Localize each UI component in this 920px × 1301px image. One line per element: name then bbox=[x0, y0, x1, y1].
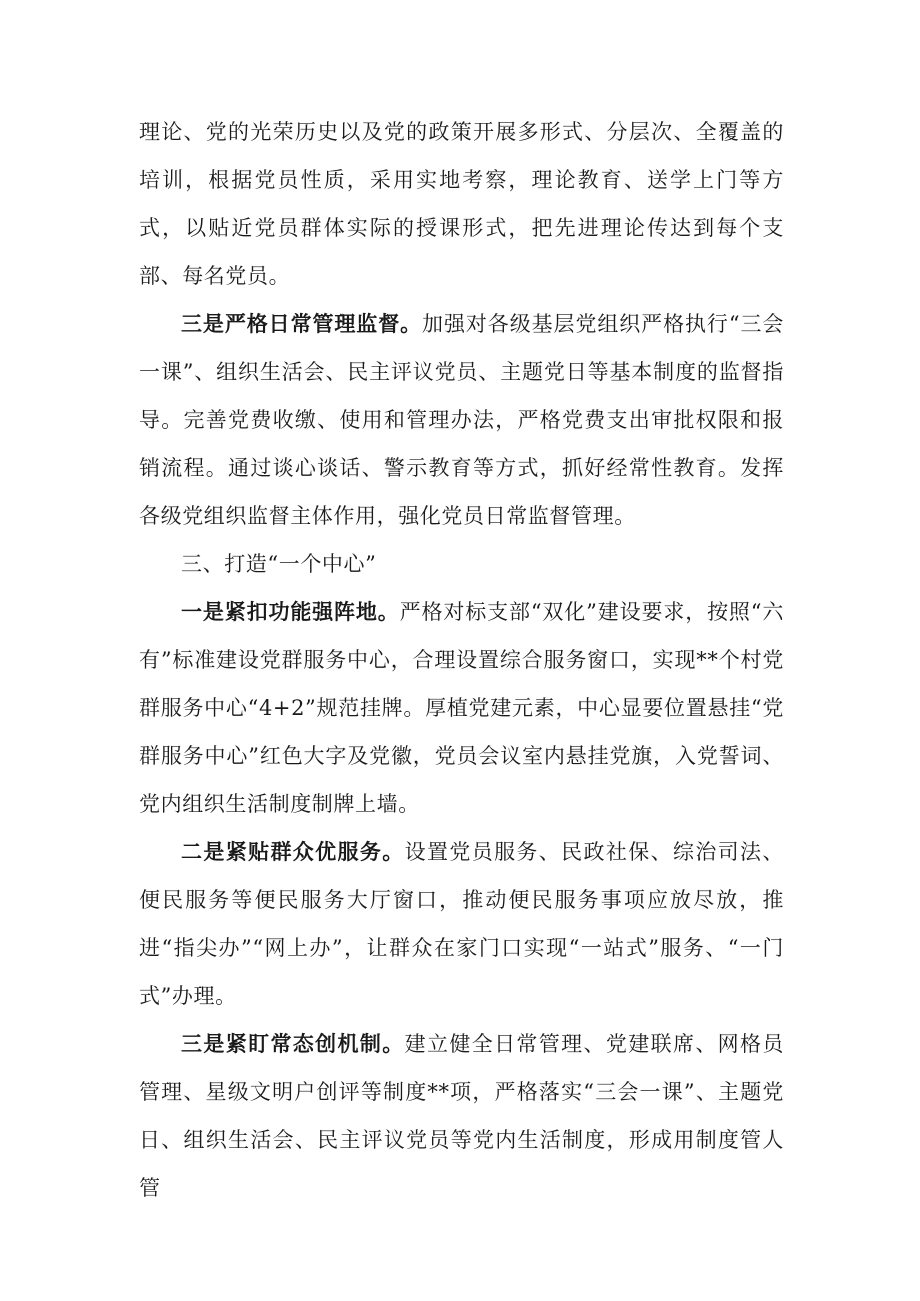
section-heading bbox=[139, 540, 784, 588]
paragraph-lead: 二是紧贴群众优服务。 bbox=[181, 840, 405, 864]
paragraph-normalized-mechanism bbox=[139, 1020, 784, 1212]
document-body bbox=[139, 108, 784, 1212]
paragraph-continued bbox=[139, 108, 784, 300]
paragraph-text: 理论、党的光荣历史以及党的政策开展多形式、分层次、全覆盖的培训，根据党员性质，采用实地考察，理论教育、送学上门等方式，以贴近党员群体实际的授课形式，把先进理论传达到每个支部、每名党员。 bbox=[139, 120, 784, 288]
section-heading-text: 三、打造“一个中心” bbox=[181, 552, 377, 576]
paragraph-lead: 一是紧扣功能强阵地。 bbox=[181, 600, 400, 624]
paragraph-management-supervision bbox=[139, 300, 784, 540]
paragraph-lead: 三是紧盯常态创机制。 bbox=[181, 1032, 405, 1056]
paragraph-text: 设置党员服务、民政社保、综治司法、便民服务等便民服务大厅窗口，推动便民服务事项应放尽放，推进“指尖办”“网上办”，让群众在家门口实现“一站式”服务、“一门式”办理。 bbox=[139, 840, 785, 1008]
paragraph-function-position bbox=[139, 588, 784, 828]
paragraph-text: 建立健全日常管理、党建联席、网格员管理、星级文明户创评等制度**项，严格落实“三会一课”、主题党日、组织生活会、民主评议党员等党内生活制度，形成用制度管人管 bbox=[139, 1032, 785, 1200]
paragraph-mass-service bbox=[139, 828, 784, 1020]
paragraph-lead: 三是严格日常管理监督。 bbox=[181, 312, 423, 336]
paragraph-text: 加强对各级基层党组织严格执行“三会一课”、组织生活会、民主评议党员、主题党日等基本制度的监督指导。完善党费收缴、使用和管理办法，严格党费支出审批权限和报销流程。通过谈心谈话、警示教育等方式，抓好经常性教育。发挥各级党组织监督主体作用，强化党员日常监督管理。 bbox=[139, 312, 784, 528]
paragraph-text: 严格对标支部“双化”建设要求，按照“六有”标准建设党群服务中心，合理设置综合服务窗口，实现**个村党群服务中心“4+2”规范挂牌。厚植党建元素，中心显要位置悬挂“党群服务中心”红色大字及党徽，党员会议室内悬挂党旗，入党誓词、党内组织生活制度制牌上墙。 bbox=[139, 600, 784, 816]
